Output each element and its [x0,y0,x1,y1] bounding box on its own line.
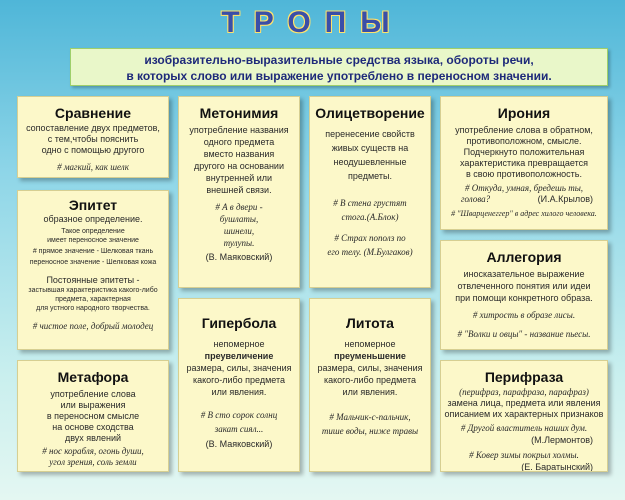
card-note: # прямое значение - Шелковая ткань [32,248,154,255]
card-def: размера, силы, значения [317,363,423,373]
card-def: неодушевленные [333,157,407,167]
card-title: Сравнение [54,105,132,121]
card-example: его телу. (М.Булгаков) [327,247,413,257]
card-def: иносказательное выражение [463,269,585,279]
card-example: # В стена грустят [333,198,407,208]
card-example: # Мальчик-с-пальчик, [329,412,411,422]
card-example: # нос корабля, огонь души, [42,446,144,456]
card-example: # А в двери - [215,202,263,212]
card-olitsetvorenie [309,96,431,288]
card-def: преувеличение [204,351,274,361]
card-def: при помощи конкретного образа. [455,293,593,303]
card-example: # Другой властитель наших дум. [460,423,588,433]
card-def: или явления. [342,387,398,397]
card-title: Эпитет [68,197,118,213]
card-def: Подчеркнуто положительная [463,147,585,157]
card-title: Ирония [497,105,551,121]
card-sravnenie [17,96,169,178]
card-author: (М.Лермонтов) [531,435,593,445]
subtitle-line-2: в которых слово или выражение употреблено в переносном значении. [126,69,552,83]
card-ironiya [440,96,608,230]
card-example: # "Шварценеггер" в адрес хилого человека. [451,209,597,218]
card-def: или явления. [211,387,267,397]
card-example: # Откуда, умная, бредешь ты, [464,183,584,193]
card-example: # "Волки и овцы" - название пьесы. [457,329,591,339]
card-epitet [17,190,169,350]
card-def: непомерное [344,339,396,349]
card-litota [309,298,431,472]
card-def: употребление названия [189,125,289,135]
card-def: противоположном, смысле. [466,136,582,146]
subtitle-line-1: изобразительно-выразительные средства языка, обороты речи, [144,53,534,67]
card-example: угол зрения, соль земли [49,457,137,467]
card-metonimiya [178,96,300,288]
card-note: Такое определение [61,228,125,235]
card-title: Олицетворение [315,105,425,121]
card-example: тулупы. [223,238,255,248]
card-example: стога.(А.Блок) [341,212,399,222]
card-def: размера, силы, значения [186,363,292,373]
card-example: # магкий, как шелк [57,162,129,172]
card-def: употребление слова в обратном, [455,125,593,135]
card-def: в переносном смысле [46,411,140,421]
card-def: одно с помощью другого [41,145,145,155]
card-title: Аллегория [486,249,562,265]
card-def: в свою противоположность. [466,169,582,179]
card-example: тише воды, ниже травы [321,426,419,436]
card-giperbola [178,298,300,472]
card-example: закат сиял... [214,424,264,434]
card-def: какого-либо предмета [323,375,417,385]
card-author: (В. Маяковский) [205,439,273,449]
card-def: замена лица, предмета или явления [447,398,601,408]
card-example: # хитрость в образе лисы. [472,310,576,320]
card-def: перенесение свойств [325,129,415,139]
card-def: или выражения [60,400,126,410]
card-def: Постоянные эпитеты - [46,275,140,285]
card-title: Перифраза [484,369,564,385]
card-def: другого на основании [193,161,284,171]
card-title: Метонимия [199,105,279,121]
card-def: двух явлений [64,433,122,443]
card-def: предметы. [348,171,392,181]
card-title: Метафора [57,369,129,385]
card-note: переносное значение - Шелковая кожа [29,259,157,266]
card-author: (В. Маяковский) [205,252,273,262]
card-example: # Страх пополз по [334,233,406,243]
card-def: живых существ на [331,143,409,153]
card-note: имеет переносное значение [47,237,139,244]
card-example: # В сто сорок солнц [200,410,278,420]
card-def: описанием их характерных признаков [444,409,604,419]
card-example: голова? [461,194,491,204]
card-def: с тем,чтобы пояснить [47,134,139,144]
card-def: вместо названия [203,149,275,159]
card-note: застывшая характеристика какого-либо [28,287,158,294]
card-def: на основе сходства [52,422,134,432]
poster-title: ТРОПЫ [221,6,404,39]
card-def: внутренней или [205,173,273,183]
card-example: # чистое поле, добрый молодец [32,321,154,331]
card-def: непомерное [213,339,265,349]
card-author: (И.А.Крылов) [537,194,593,204]
card-note: предмета, характерная [55,296,131,303]
card-title: Литота [346,315,394,331]
card-example: бушлаты, [219,214,259,224]
card-allegoriya [440,240,608,350]
subtitle-box [70,48,608,86]
card-def: сопоставление двух предметов, [26,123,160,133]
card-def: одного предмета [203,137,275,147]
card-title: Гипербола [201,315,277,331]
card-def: отвлеченного понятия или идеи [457,281,591,291]
card-note: для устного народного творчества. [36,305,150,312]
card-def: образное определение. [43,214,143,224]
card-def: употребление слова [50,389,136,399]
card-def: внешней связи. [206,185,272,195]
card-example: шинели, [223,226,255,236]
card-author: (Е. Баратынский) [521,462,593,472]
card-def: характеристика превращается [460,158,588,168]
card-metafora [17,360,169,472]
card-def: преуменьшение [334,351,406,361]
card-perifraza [440,360,608,472]
card-def: какого-либо предмета [192,375,286,385]
card-def: (перифраз, парафраза, парафраз) [459,387,589,397]
card-example: # Ковер зимы покрыл холмы. [469,450,579,460]
